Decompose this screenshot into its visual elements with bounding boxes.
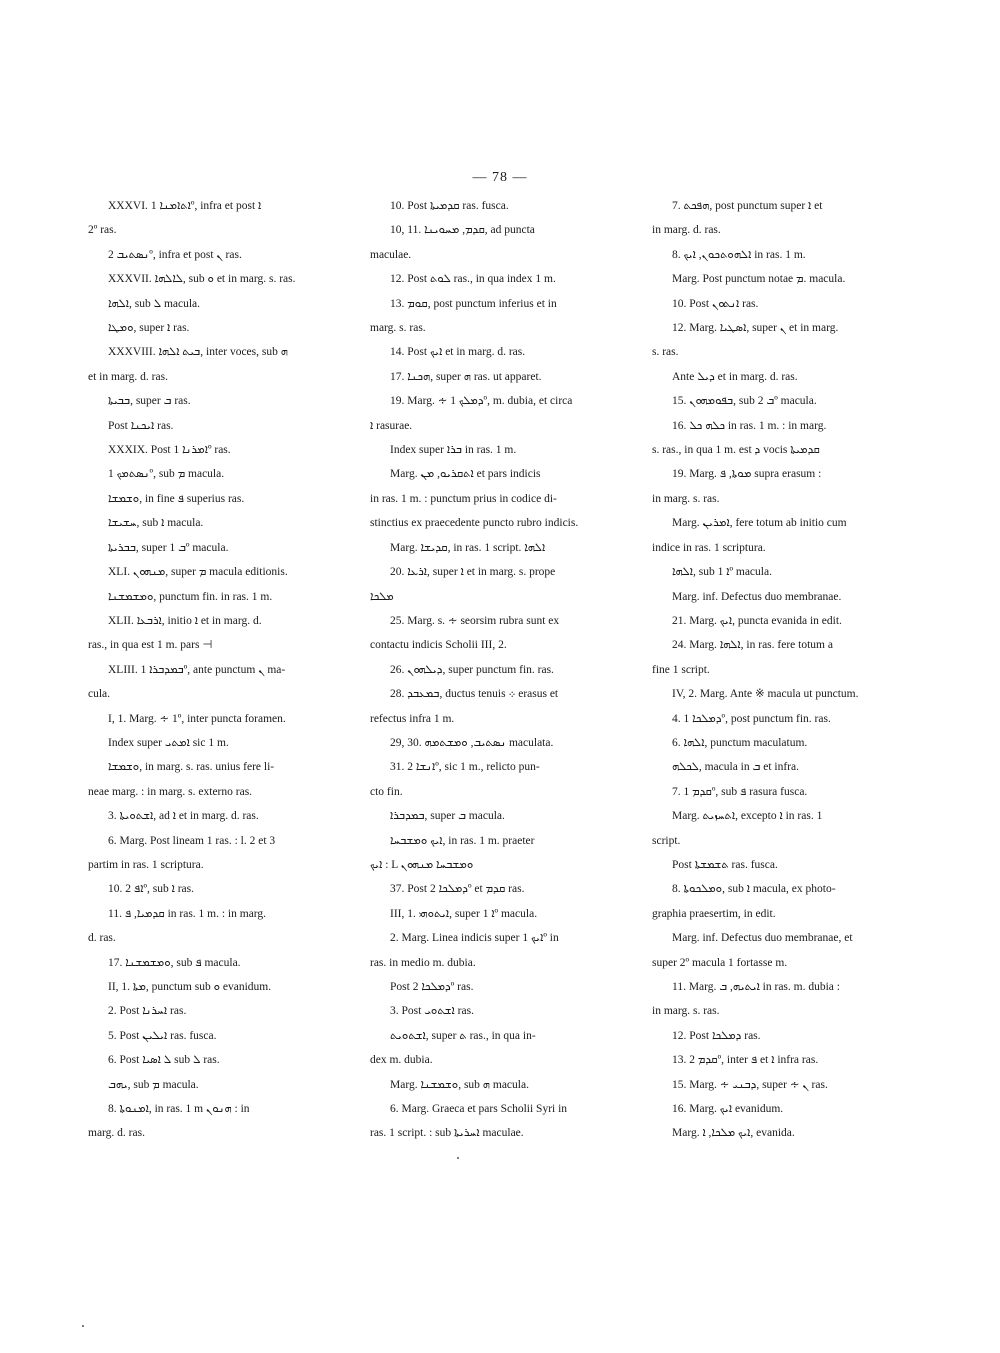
text-line: 16. Marg. ܐܝܟ evanidum. <box>672 1103 784 1116</box>
text-line: marg. s. ras. <box>370 322 426 335</box>
text-line: cto fin. <box>370 785 403 798</box>
text-line: II, 1. ܡܬܐ, punctum sub ܘ evanidum. <box>108 981 272 993</box>
text-line: Marg. ܐܬܚܙܝܬ, excepto ܐ in ras. 1 <box>672 810 823 823</box>
text-line: contactu indicis Scholii III, 2. <box>370 639 507 652</box>
text-line: 5. Post ܐܝܠܝܢ ras. fusca. <box>108 1029 217 1042</box>
text-line: ܐܫܬܘܝܬ, super ܬ ras., in qua in- <box>390 1029 536 1042</box>
text-line: Marg. ܐܡܪܝܢ, fere totum ab initio cum <box>672 517 847 530</box>
text-line: 29, 30. ܢܣܬܝܒ, ܘܡܫܬܡܗ maculata. <box>390 736 554 749</box>
text-line: ܘܡܫܡܫܢܐ, punctum fin. in ras. 1 m. <box>108 590 273 603</box>
text-line: marg. d. ras. <box>88 1127 145 1140</box>
text-line: maculae. <box>370 248 412 261</box>
text-line: in marg. d. ras. <box>652 224 721 237</box>
text-line: 24. Marg. ܐܠܗܐ, in ras. fere totum a <box>672 639 833 652</box>
text-line: 26. ܕܝܠܗܘܢ, super punctum fin. ras. <box>390 663 554 676</box>
text-line: 7. ܩܕܡ 1º, sub ܦ rasura fusca. <box>672 785 808 798</box>
text-line: 3. Post ܐܫܬܘܝ ras. <box>390 1005 474 1018</box>
text-line: Ante ܕܝܠ et in marg. d. ras. <box>672 370 798 383</box>
text-line: 3. ܐܫܬܘܝܬܐ, ad ܐ et in marg. d. ras. <box>108 810 259 823</box>
text-line: 14. Post ܐܝܟ et in marg. d. ras. <box>390 346 526 359</box>
text-line: Marg. ܐܬܩܪܝܘ, ܡܢ et pars indicis <box>390 468 541 481</box>
text-line: 25. Marg. s. ∻ seorsim rubra sunt ex <box>390 614 560 627</box>
text-line: Marg. Post punctum notae ܡ. macula. <box>672 273 846 286</box>
text-line: ܢܣܬܡܟ 1º, sub ܡ macula. <box>108 468 225 481</box>
text-line: XXXIX. Post ܐܡܪܢܐ 1º ras. <box>108 444 231 457</box>
text-line: ܐܝܟ : L ܘܡܫܒܚܐ ܡܢܗܘܢ <box>370 858 474 871</box>
text-line: Post ܕܡܠܟܐ 2º ras. <box>390 981 474 993</box>
print-speck <box>82 1325 84 1327</box>
text-line: XXXVIII. ܒܝܬ ܐܠܗܐ, inter voces, sub ܗ <box>108 346 288 359</box>
text-line: 8. ܐܠܗܘܬܟܘܢ, ܐܝܟ in ras. 1 m. <box>672 248 806 261</box>
text-line: 37. Post ܕܡܠܟܐ 2º et ܩܕܡ ras. <box>390 883 525 896</box>
text-line: Post ܐܝܟܢܐ ras. <box>108 419 174 432</box>
text-line: XLIII. ܒܡܕܒܪܐ 1º, ante punctum ܢ ma- <box>108 663 286 676</box>
text-line: stinctius ex praecedente puncto rubro indicis. <box>370 517 579 530</box>
text-line: ܚܫܝܫܐ, sub ܐ macula. <box>108 517 204 530</box>
text-line: partim in ras. 1 scriptura. <box>88 858 204 871</box>
text-line: ܐܠܗܐ, sub ܐ 1º macula. <box>672 566 772 579</box>
right-column <box>652 194 908 1146</box>
print-speck <box>457 1157 459 1159</box>
text-line: 2. Marg. Linea indicis super ܐܝܟ 1º in <box>390 932 559 945</box>
text-line: ܒܒܪܝܬܐ, super ܒ 1º macula. <box>108 541 229 554</box>
text-line: Marg. ܩܕܝܫܐ, in ras. 1 script. ܐܠܗܐ <box>390 541 546 554</box>
text-line: 11. Marg. ܐܝܬܝܗ, ܒ in ras. m. dubia : <box>672 981 840 993</box>
text-line: Marg. ܘܫܡܫܢܐ, sub ܗ macula. <box>390 1078 529 1091</box>
text-line: 6. Marg. Post lineam 1 ras. : l. 2 et 3 <box>108 834 276 847</box>
text-line: ܢܣܬܝܒ 2º, infra et post ܢ ras. <box>108 248 242 261</box>
text-line: Marg. ܐܝܟ ܡܠܟܐ, ܐ, evanida. <box>672 1127 795 1140</box>
text-line: ܡܠܟܐ <box>370 590 394 603</box>
text-line: in marg. s. ras. <box>652 1005 720 1018</box>
text-line: ܘܫܡܫܐ, in fine ܦ superius ras. <box>108 492 245 505</box>
text-line: ܐܝܟ ܘܡܫܒܚܐ, in ras. 1 m. praeter <box>390 834 535 847</box>
text-line: 12. Post ܕܡܠܟܐ ras. <box>672 1029 761 1042</box>
text-line: indice in ras. 1 scriptura. <box>652 541 766 554</box>
text-line: ܝܗܒ, sub ܡ macula. <box>108 1078 199 1091</box>
text-line: 10. ܐܦ 2º, sub ܐ ras. <box>108 883 195 896</box>
text-line: refectus infra 1 m. <box>370 712 455 725</box>
text-line: 6. Marg. Graeca et pars Scholii Syri in <box>390 1103 568 1116</box>
text-line: 28. ܒܡܥܒܕ, ductus tenuis ܀ erasus et <box>390 688 559 701</box>
text-line: 2. Post ܐܚܪܢܐ ras. <box>108 1005 187 1018</box>
text-line: in marg. s. ras. <box>652 492 720 505</box>
text-line: Index super ܒܪܐ in ras. 1 m. <box>390 444 517 457</box>
text-line: XLI. ܡܢܗܘܢ, super ܡ macula editionis. <box>108 566 288 579</box>
text-line: s. ras., in qua 1 m. est ܕ vocis ܩܕܡܝܬܐ <box>652 444 820 457</box>
text-line: 12. Post ܠܘܬ ras., in qua index 1 m. <box>390 273 556 286</box>
text-line: fine 1 script. <box>652 663 710 676</box>
text-line: neae marg. : in marg. s. externo ras. <box>88 785 253 798</box>
text-line: dex m. dubia. <box>370 1054 433 1067</box>
text-line: d. ras. <box>88 932 116 945</box>
text-line: 10. Post ܐܢܬܘܢ ras. <box>672 297 759 310</box>
text-line: super 2º macula 1 fortasse m. <box>652 956 788 969</box>
text-line: XXXVII. ܠܐܠܗܐ, sub ܘ et in marg. s. ras. <box>108 273 296 286</box>
text-line: 7. ܗܦܟܬ, post punctum super ܐ et <box>672 200 823 212</box>
text-line: ܠܟܠܗ, macula in ܒ et infra. <box>672 761 799 774</box>
text-line: ܐ rasurae. <box>370 419 413 432</box>
text-line: 6. Post ܠ ܐܣܝܐ sub ܠ ras. <box>108 1054 220 1067</box>
text-line: 12. Marg. ܐܣܛܝܐ, super ܢ et in marg. <box>672 322 839 335</box>
text-line: 13. ܩܘܡ, post punctum inferius et in <box>390 297 557 310</box>
middle-column <box>370 194 628 1146</box>
text-line: 11. ܩܕܡܝܐ, ܦ in ras. 1 m. : in marg. <box>108 907 267 920</box>
text-line: ܘܡܛܐ, super ܐ ras. <box>108 322 190 335</box>
text-line: Post ܬܫܡܫܬܐ ras. fusca. <box>672 858 778 871</box>
text-line: I, 1. Marg. ∻ 1º, inter puncta foramen. <box>108 712 286 725</box>
text-line: ܒܒܝܬܐ, super ܒ ras. <box>108 395 191 408</box>
text-line: graphia praesertim, in edit. <box>652 907 776 920</box>
text-line: ܘܫܡܫܐ, in marg. s. ras. unius fere li- <box>108 761 275 774</box>
text-line: 4. ܕܡܠܟܐ 1º, post punctum fin. ras. <box>672 712 831 725</box>
text-line: 15. Marg. ∻ ܕܒܢܝ, super ∻ ܢ ras. <box>672 1078 828 1091</box>
text-line: 19. Marg. ∻ ܕܡܠܟ 1º, m. dubia, et circa <box>390 395 573 408</box>
text-line: ras., in qua est 1 m. pars ⊣ <box>88 639 213 652</box>
text-line: 16. ܟܠܗ ܟܠ in ras. 1 m. : in marg. <box>672 419 827 432</box>
text-line: III, 1. ܐܝܬܘܗܝ, super ܐ 1º macula. <box>390 907 538 920</box>
text-line: 8. ܐܡܢܘܬܐ, in ras. 1 m ܗܢܘܢ : in <box>108 1103 250 1116</box>
text-line: ras. in medio m. dubia. <box>370 956 476 969</box>
text-line: Marg. inf. Defectus duo membranae, et <box>672 932 853 945</box>
text-line: 31. ܐܢܫܐ 2º, sic 1 m., relicto pun- <box>390 761 540 774</box>
text-line: et in marg. d. ras. <box>88 370 168 383</box>
text-line: 10. Post ܩܕܡܝܬܐ ras. fusca. <box>390 200 509 212</box>
text-line: script. <box>652 834 681 847</box>
text-line: 6. ܐܠܗܐ, punctum maculatum. <box>672 736 808 749</box>
text-line: 21. Marg. ܐܝܟ, puncta evanida in edit. <box>672 614 842 627</box>
text-line: XXXVI. ܐܬܐܡܢܐ 1º, infra et post ܐ <box>108 200 262 212</box>
text-line: 19. Marg. ܡܘܬܐ, ܦ supra erasum : <box>672 468 822 481</box>
text-line: ܒܡܕܒܪܐ, super ܒ macula. <box>390 810 505 823</box>
page-number: — 78 — <box>472 170 528 185</box>
text-line: 2º ras. <box>88 224 117 237</box>
text-line: 8. ܘܡܠܟܘܬܐ, sub ܐ macula, ex photo- <box>672 883 836 896</box>
text-line: Marg. inf. Defectus duo membranae. <box>672 590 842 603</box>
text-line: Index super ܐܡܬܝ sic 1 m. <box>108 736 229 749</box>
text-line: s. ras. <box>652 346 679 359</box>
text-line: 13. ܩܕܡ 2º, inter ܦ et ܐ infra ras. <box>672 1054 819 1067</box>
text-line: 15. ܒܦܘܡܗܘܢ, sub ܒ 2º macula. <box>672 395 817 408</box>
text-line: 20. ܐܪܥܐ, super ܐ et in marg. s. prope <box>390 566 556 579</box>
text-line: IV, 2. Marg. Ante ※ macula ut punctum. <box>672 688 859 701</box>
left-column <box>88 194 350 1146</box>
text-line: 10, 11. ܩܕܡ, ܡܚܘܝܢܐ, ad puncta <box>390 224 535 237</box>
text-line: 17. ܘܡܫܡܫܢܐ, sub ܦ macula. <box>108 956 241 969</box>
text-line: cula. <box>88 688 111 701</box>
text-line: in ras. 1 m. : punctum prius in codice di- <box>370 492 557 505</box>
text-line: ܐܠܗܐ, sub ܠ macula. <box>108 297 201 310</box>
text-line: ras. 1 script. : sub ܐܚܪܝܬܐ maculae. <box>370 1127 524 1140</box>
text-line: 17. ܗܟܢܐ, super ܗ ras. ut apparet. <box>390 370 542 383</box>
text-line: XLII. ܐܪܒܥܐ, initio ܐ et in marg. d. <box>108 614 262 627</box>
